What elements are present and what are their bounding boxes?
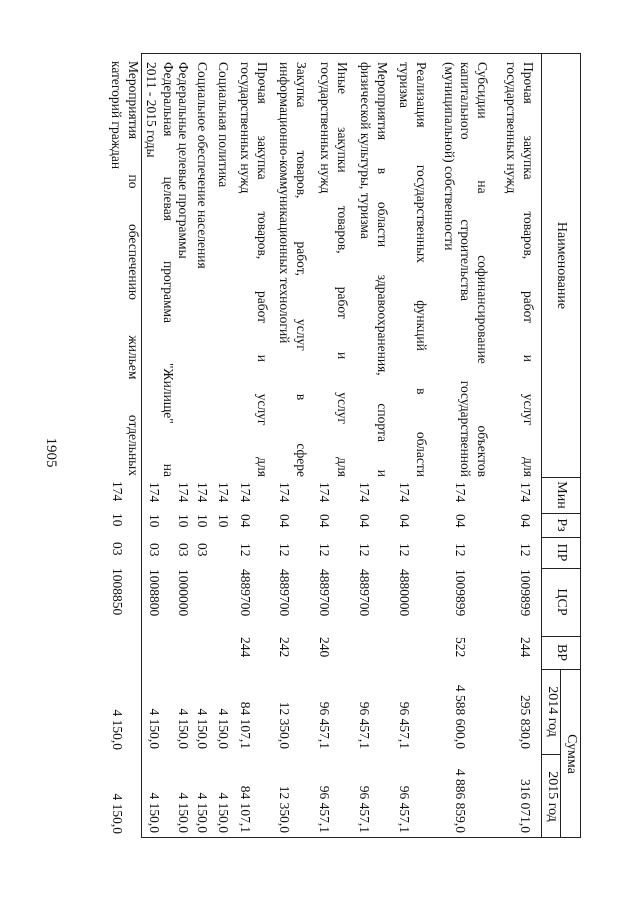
cell-rz: 10 [216,514,231,528]
row-name-line: Прочая закупка товаров, работ и услуг для [521,62,536,477]
header-vr: ВР [554,643,569,662]
cell-min: 174 [238,482,253,503]
cell-rz: 04 [518,514,533,528]
cell-2014: 96 457,1 [397,701,412,749]
row-name-line: Мероприятия по обеспечению жильем отдельных [126,61,141,476]
header-pr: ПР [554,543,569,562]
cell-2015: 96 457,1 [357,785,372,833]
table-row [357,62,390,477]
row-name-line: (муниципальной) собственности [442,62,457,251]
row-name-line: государственных нужд [238,62,254,194]
cell-rz: 04 [357,514,372,528]
cell-csr: 4889700 [317,569,332,617]
table-row [276,62,309,477]
cell-2015: 4 150,0 [147,792,162,833]
cell-csr: 4889700 [238,569,253,617]
row-name-line: Федеральные целевые программы [176,62,191,259]
cell-min: 174 [518,482,533,503]
row-name-line: Реализация государственных функций в области [414,62,429,477]
cell-rz: 04 [317,514,332,528]
cell-vr: 240 [317,637,332,658]
table-row [194,62,211,477]
cell-pr: 12 [317,543,332,557]
cell-csr: 1008800 [147,569,162,617]
cell-2014: 4 150,0 [176,708,191,749]
header-csr: ЦСР [554,588,569,616]
row-name-line: Иные закупки товаров, работ и услуг для [335,62,350,477]
table-row [503,62,536,477]
cell-2015: 4 150,0 [176,792,191,833]
table-row [143,62,176,477]
cell-pr: 03 [195,543,210,557]
header-min: Мин [554,481,569,509]
page-number: 1905 [43,437,59,468]
cell-pr: 12 [453,543,468,557]
cell-vr: 522 [453,637,468,658]
row-name-line: Закупка товаров, работ, услуг в сфере [294,62,309,477]
header-2014: 2014 год [545,686,560,737]
cell-min: 174 [397,482,412,503]
header-rz: Рз [554,518,569,532]
cell-min: 174 [357,482,372,503]
cell-2014: 295 830,0 [518,695,533,749]
row-name-line: информационно-коммуникационных технологий [277,62,293,344]
budget-table [141,53,581,838]
cell-csr: 1009899 [518,569,533,617]
cell-2014: 4 150,0 [110,709,125,750]
cell-rz: 04 [238,514,253,528]
cell-rz: 10 [110,513,125,527]
cell-csr: 4889700 [277,569,292,617]
row-name-line: Субсидии на софинансирование объектов [475,62,490,477]
table-row [237,62,270,477]
cell-csr: 1008850 [110,568,125,616]
row-name-line: Мероприятия в области здравоохранения, спорта и [375,62,390,477]
cell-rz: 04 [453,514,468,528]
row-name-line: государственных нужд [504,62,520,194]
cell-rz: 10 [195,514,210,528]
cell-rz: 10 [176,514,191,528]
header-sum: Сумма [564,734,579,774]
cell-min: 174 [277,482,292,503]
cell-2015: 96 457,1 [317,785,332,833]
cell-rz: 10 [147,514,162,528]
cell-2015: 4 150,0 [195,792,210,833]
cell-pr: 12 [397,543,412,557]
row-name-line: 2011 - 2015 годы [144,62,160,158]
cell-pr: 12 [277,543,292,557]
cell-2015: 316 071,0 [518,779,533,833]
cell-pr: 03 [147,543,162,557]
row-name-line: Прочая закупка товаров, работ и услуг для [255,62,270,477]
cell-csr: 4889700 [357,569,372,617]
cell-2014: 96 457,1 [357,701,372,749]
table-row [317,62,350,477]
cell-2015: 84 107,1 [238,785,253,833]
table-row [396,62,429,477]
cell-2014: 96 457,1 [317,701,332,749]
cell-csr: 1009899 [453,569,468,617]
row-name-line: туризма [397,62,413,109]
cell-2014: 4 150,0 [216,708,231,749]
cell-pr: 12 [238,543,253,557]
header-2015: 2015 год [545,771,560,822]
cell-pr: 12 [357,543,372,557]
cell-min: 174 [176,482,191,503]
cell-2014: 4 150,0 [147,708,162,749]
cell-min: 174 [110,481,125,502]
cell-2015: 96 457,1 [397,785,412,833]
row-name-line: Федеральная целевая программа "Жилище" на [161,62,176,477]
row-name-line: физической культуры, туризма [358,62,374,239]
cell-min: 174 [147,482,162,503]
row-name-line: Социальное обеспечение населения [195,62,210,269]
cell-2014: 4 588 600,0 [453,684,468,749]
cell-pr: 12 [518,543,533,557]
cell-min: 174 [317,482,332,503]
header-name: Наименование [554,221,569,310]
cell-min: 174 [216,482,231,503]
cell-pr: 03 [110,542,125,556]
table-row [441,62,491,477]
cell-2014: 12 350,0 [277,701,292,749]
cell-2014: 84 107,1 [238,701,253,749]
cell-2015: 4 150,0 [216,792,231,833]
row-name-line: капитального строительства государственной [458,62,474,477]
cell-csr: 4880000 [397,569,412,617]
cell-2015: 4 886 859,0 [453,768,468,833]
cell-vr: 244 [518,637,533,658]
cell-rz: 04 [277,514,292,528]
table-row [108,61,141,476]
cell-2015: 12 350,0 [277,785,292,833]
cell-csr: 1000000 [176,569,191,617]
row-name-line: государственных нужд [318,62,334,194]
table-row [175,62,192,477]
cell-min: 174 [453,482,468,503]
row-name-line: Социальная политика [216,62,231,188]
cell-2014: 4 150,0 [195,708,210,749]
cell-vr: 242 [277,637,292,658]
cell-vr: 244 [238,637,253,658]
cell-2015: 4 150,0 [110,793,125,834]
table-row [215,62,232,477]
cell-pr: 03 [176,543,191,557]
cell-min: 174 [195,482,210,503]
cell-rz: 04 [397,514,412,528]
row-name-line: категорий граждан [109,61,125,170]
